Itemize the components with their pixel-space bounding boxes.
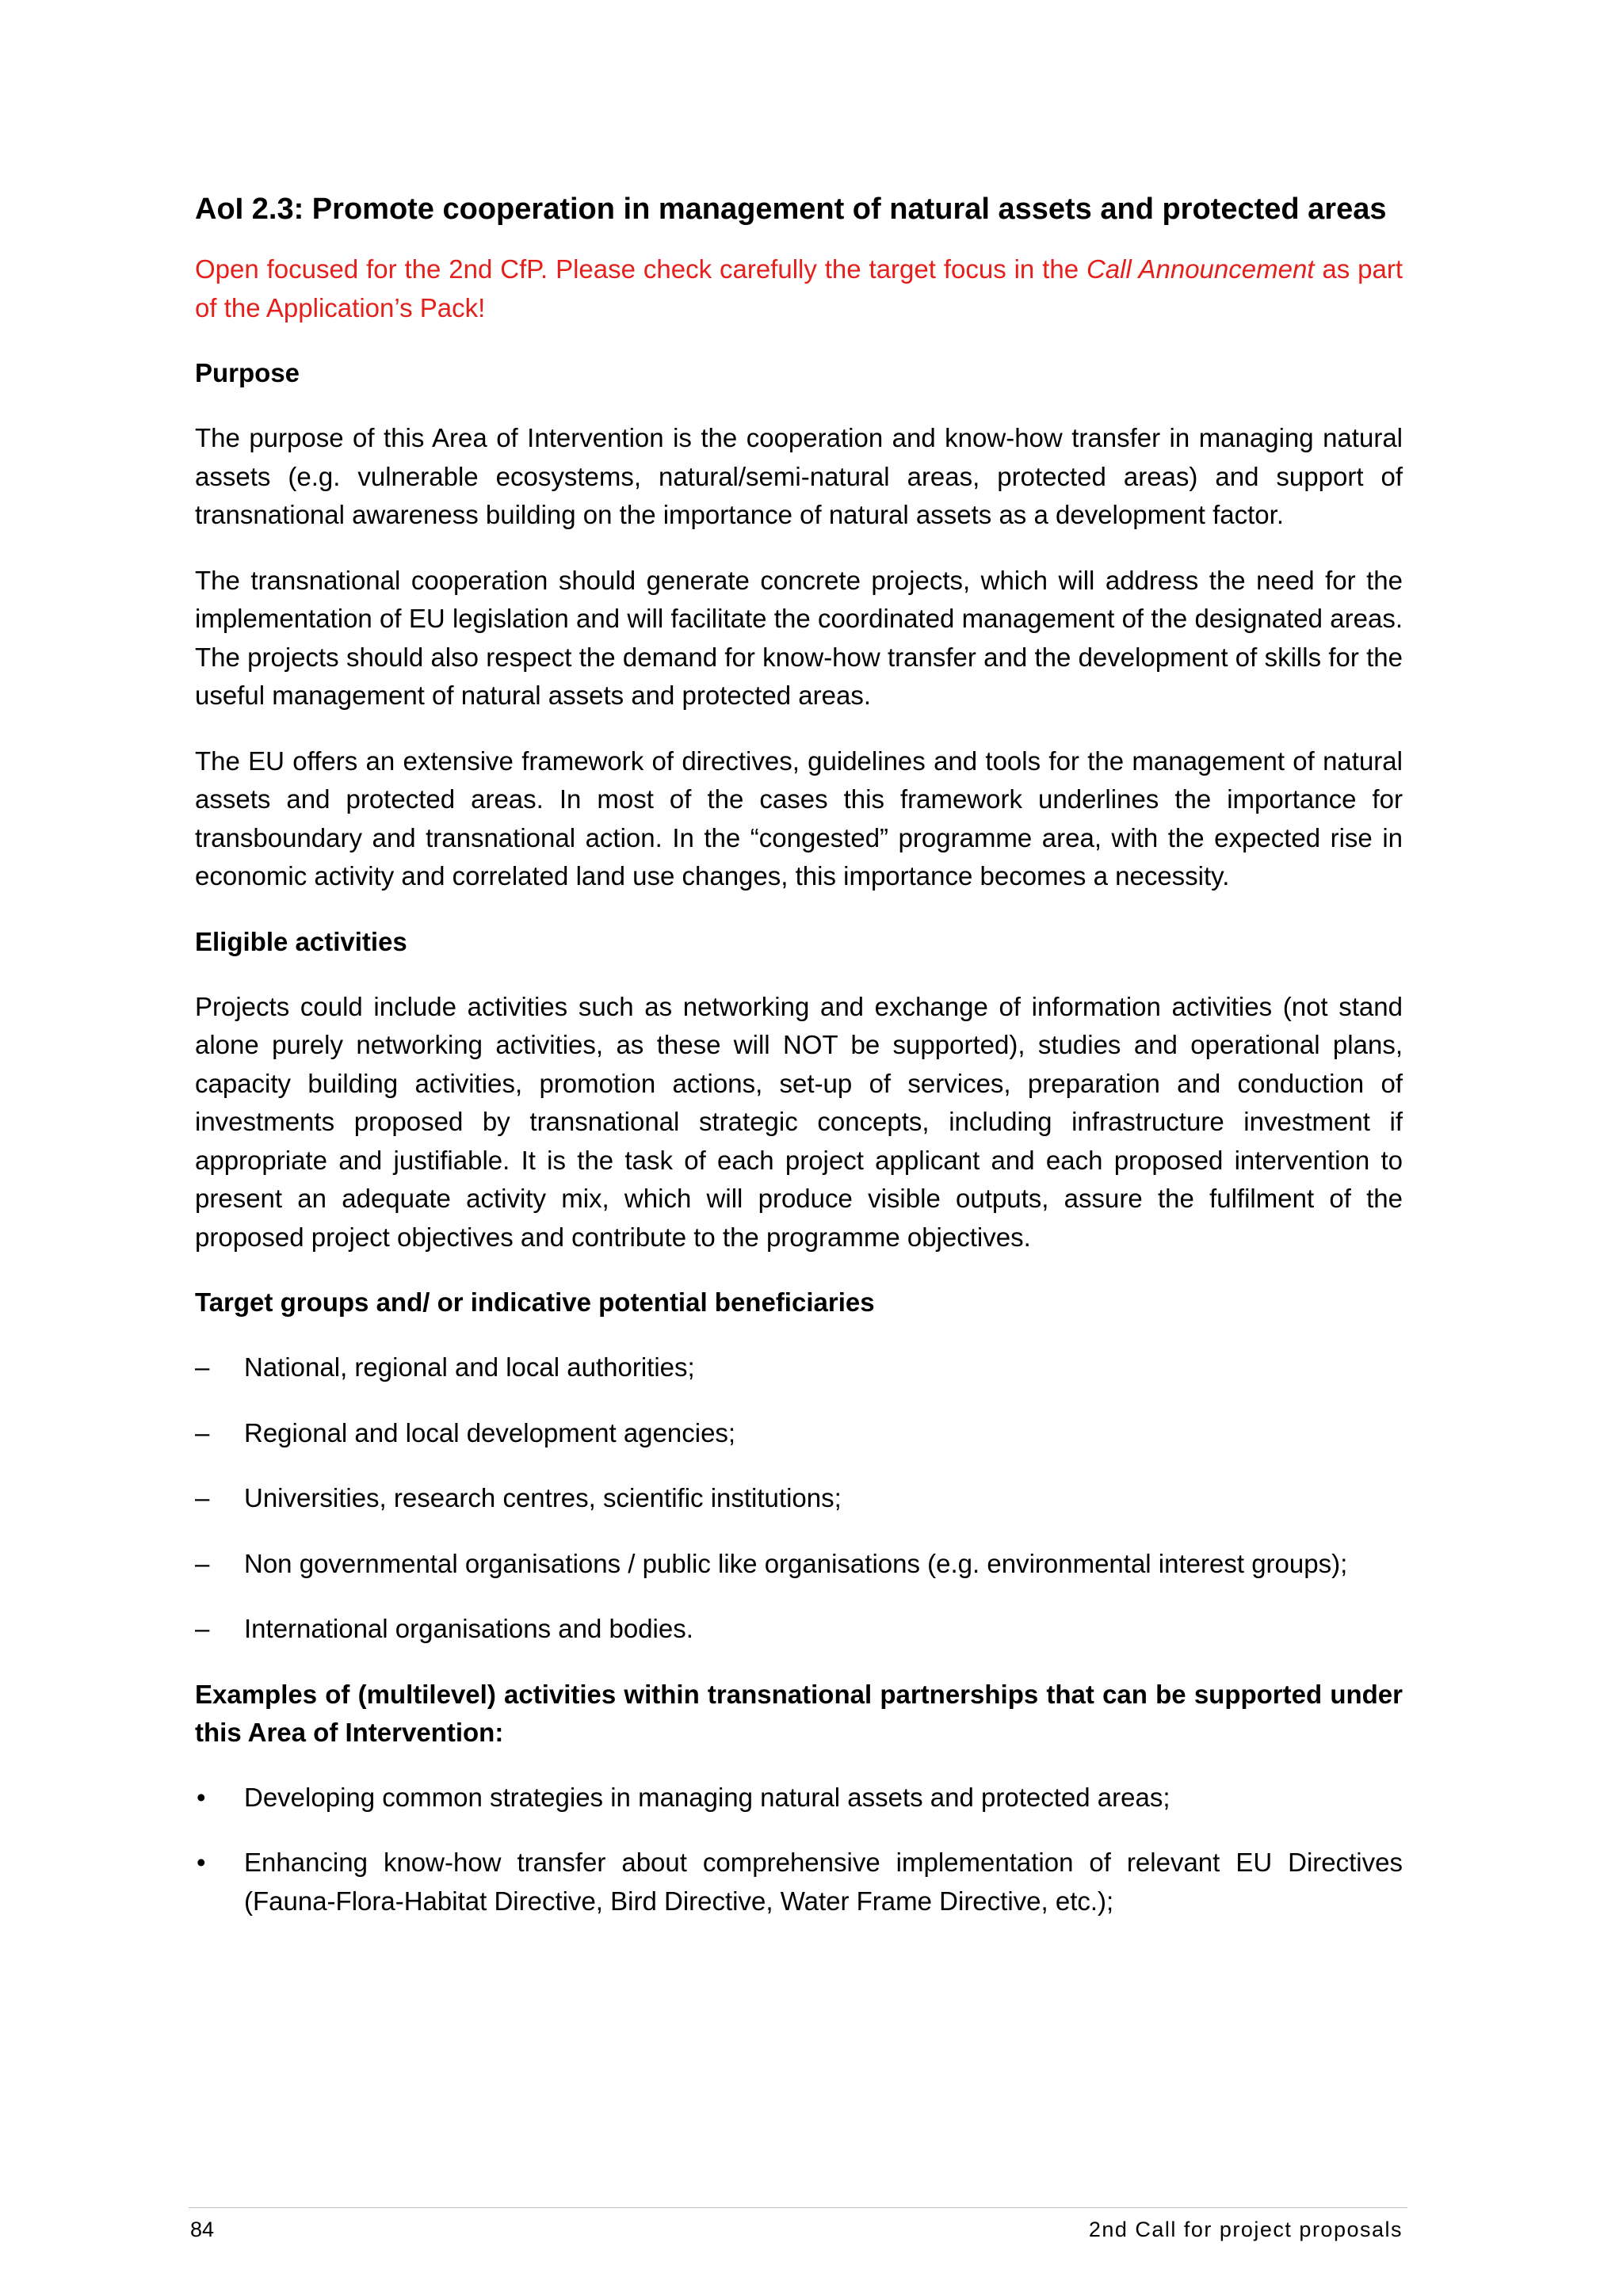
- eligible-activities-paragraph: Projects could include activities such as networking and exchange of information activities (not stand alone purely networking activities, as these will NOT be supported), studies and operational plans, capacity building activities, promotion actions, set-up of services, preparation and conduction of investments proposed by transnational strategic concepts, including infrastructure investment if appropriate and justifiable. It is the task of each project applicant and each proposed intervention to present an adequate activity mix, which will produce visible outputs, assure the fulfilment of the proposed project objectives and contribute to the programme objectives.: [195, 991, 1403, 1252]
- examples-heading: Examples of (multilevel) activities within transnational partnerships that can be supported under this Area of Intervention:: [195, 1679, 1403, 1747]
- call-notice-text-end: as part of the Application’s Pack!: [195, 254, 1403, 322]
- list-item: [195, 1414, 1403, 1453]
- list-item-text: International organisations and bodies.: [244, 1614, 693, 1643]
- list-item-text: National, regional and local authorities;: [244, 1352, 695, 1382]
- footer-document-title: 2nd Call for project proposals: [1088, 2218, 1403, 2241]
- list-item: [195, 1844, 1403, 1920]
- examples-list: [195, 1779, 1403, 1921]
- page-number: 84: [190, 2218, 215, 2241]
- target-groups-list: [195, 1348, 1403, 1649]
- page-title: AoI 2.3: Promote cooperation in management of natural assets and protected areas: [195, 193, 1387, 226]
- footer-divider: [189, 2207, 1407, 2208]
- call-announcement-reference: Call Announcement: [1086, 254, 1315, 284]
- page-content: [195, 190, 1403, 1947]
- purpose-paragraph-3: The EU offers an extensive framework of directives, guidelines and tools for the management of natural assets and protected areas. In most of the cases this framework underlines the importance for transboundary and transnational action. In the “congested” programme area, with the expected rise in economic activity and correlated land use changes, this importance becomes a necessity.: [195, 746, 1403, 891]
- purpose-paragraph-1: The purpose of this Area of Intervention is the cooperation and know-how transfer in managing natural assets (e.g. vulnerable ecosystems, natural/semi-natural areas, protected areas) and support of transnational awareness building on the importance of natural assets as a development factor.: [195, 423, 1403, 529]
- list-item-text: Non governmental organisations / public like organisations (e.g. environmental interest groups);: [244, 1548, 1348, 1578]
- list-item: [195, 1779, 1403, 1817]
- dash-marker: –: [195, 1483, 210, 1512]
- eligible-activities-heading: Eligible activities: [195, 926, 407, 956]
- purpose-heading: Purpose: [195, 358, 300, 387]
- purpose-paragraph-2: The transnational cooperation should generate concrete projects, which will address the need for the implementation of EU legislation and will facilitate the coordinated management of the designated areas. The projects should also respect the demand for know-how transfer and the development of skills for the useful management of natural assets and protected areas.: [195, 565, 1403, 710]
- list-item-text: Regional and local development agencies;: [244, 1417, 736, 1447]
- dash-marker: –: [195, 1352, 210, 1382]
- bullet-marker: •: [197, 1848, 206, 1877]
- bullet-marker: •: [197, 1782, 206, 1812]
- list-item: [195, 1348, 1403, 1387]
- list-item-text: Developing common strategies in managing natural assets and protected areas;: [244, 1782, 1170, 1812]
- dash-marker: –: [195, 1548, 210, 1578]
- list-item: [195, 1479, 1403, 1518]
- target-groups-heading: Target groups and/ or indicative potential beneficiaries: [195, 1287, 875, 1317]
- list-item-text: Universities, research centres, scientific institutions;: [244, 1483, 842, 1512]
- call-notice: [195, 250, 1403, 327]
- list-item: [195, 1545, 1403, 1584]
- dash-marker: –: [195, 1614, 210, 1643]
- dash-marker: –: [195, 1417, 210, 1447]
- list-item-text: Enhancing know-how transfer about comprehensive implementation of relevant EU Directives (Fauna-Flora-Habitat Directive, Bird Directive, Water Frame Directive, etc.);: [244, 1848, 1403, 1916]
- list-item: [195, 1610, 1403, 1649]
- call-notice-text-start: Open focused for the 2nd CfP. Please check carefully the target focus in the: [195, 254, 1086, 284]
